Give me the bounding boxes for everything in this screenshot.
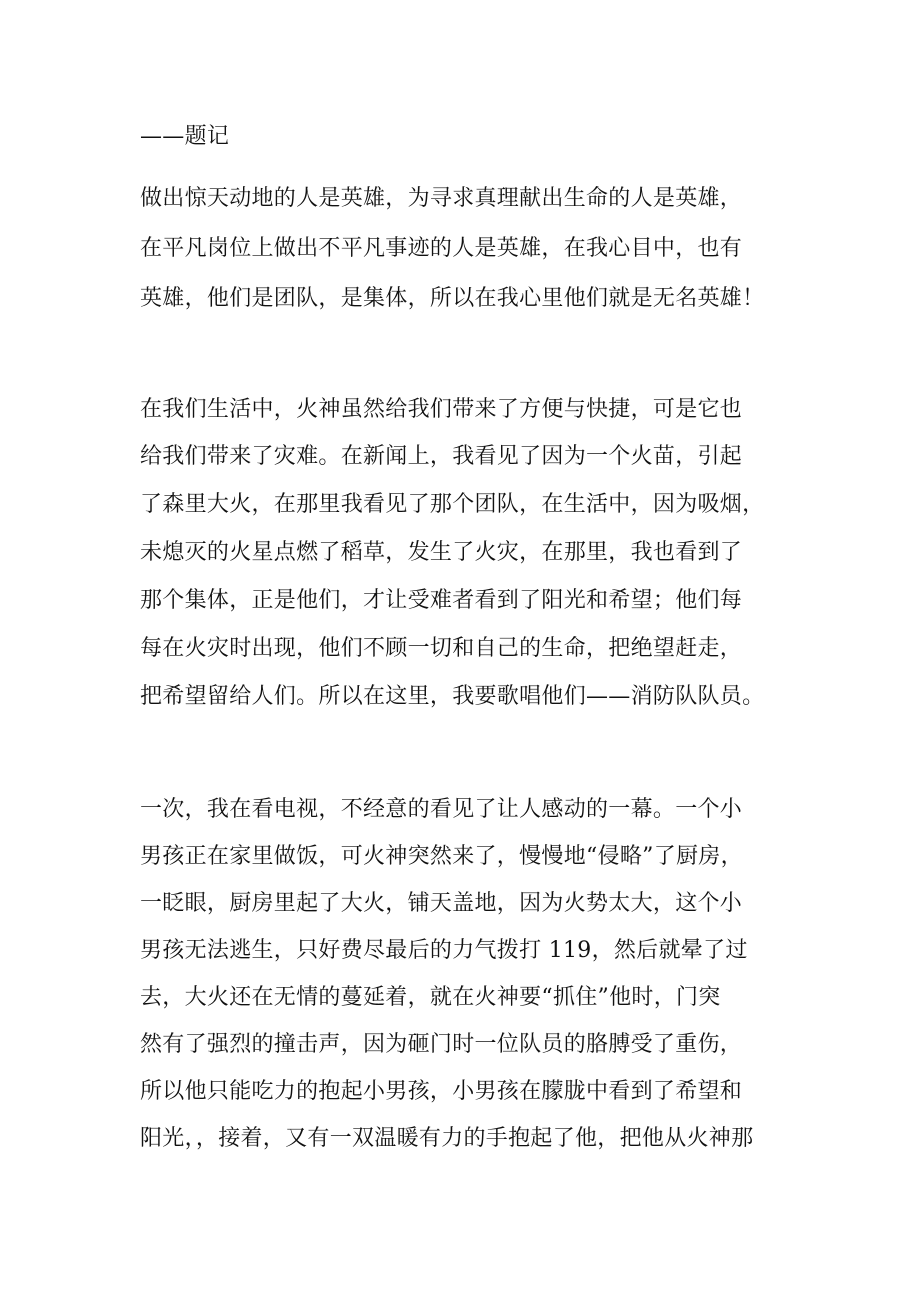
- paragraph-line: 然有了强烈的撞击声，因为砸门时一位队员的胳膊受了重伤，: [140, 1032, 743, 1057]
- paragraph-line: 阳光，，接着，又有一双温暖有力的手抱起了他，把他从火神那: [140, 1126, 754, 1151]
- paragraph-line: 男孩无法逃生，只好费尽最后的力气拨打 119，然后就晕了过: [140, 938, 748, 963]
- paragraph-line: 在平凡岗位上做出不平凡事迹的人是英雄，在我心目中，也有: [140, 236, 743, 261]
- paragraph-line: 把希望留给人们。所以在这里，我要歌唱他们——消防队队员。: [140, 684, 765, 709]
- paragraph-line: 了森里大火，在那里我看见了那个团队，在生活中，因为吸烟，: [140, 492, 765, 517]
- paragraph-line: 做出惊天动地的人是英雄，为寻求真理献出生命的人是英雄，: [140, 186, 743, 211]
- paragraph-line: 在我们生活中，火神虽然给我们带来了方便与快捷，可是它也: [140, 397, 743, 422]
- epigraph: ——题记: [140, 124, 230, 149]
- paragraph-line: 那个集体，正是他们，才让受难者看到了阳光和希望；他们每: [140, 588, 743, 613]
- paragraph-line: 未熄灭的火星点燃了稻草，发生了火灾，在那里，我也看到了: [140, 540, 743, 565]
- paragraph-line: 给我们带来了灾难。在新闻上，我看见了因为一个火苗，引起: [140, 444, 743, 469]
- paragraph-line: 男孩正在家里做饭，可火神突然来了，慢慢地“侵略”了厨房，: [140, 844, 743, 869]
- paragraph-line: 去，大火还在无情的蔓延着，就在火神要“抓住”他时，门突: [140, 985, 721, 1010]
- paragraph-line: 所以他只能吃力的抱起小男孩，小男孩在朦胧中看到了希望和: [140, 1079, 743, 1104]
- paragraph-line: 一眨眼，厨房里起了大火，铺天盖地，因为火势太大，这个小: [140, 891, 743, 916]
- paragraph-line: 一次，我在看电视，不经意的看见了让人感动的一幕。一个小: [140, 797, 743, 822]
- paragraph-line: 英雄，他们是团队，是集体，所以在我心里他们就是无名英雄！: [140, 286, 765, 311]
- paragraph-line: 每在火灾时出现，他们不顾一切和自己的生命，把绝望赶走，: [140, 636, 743, 661]
